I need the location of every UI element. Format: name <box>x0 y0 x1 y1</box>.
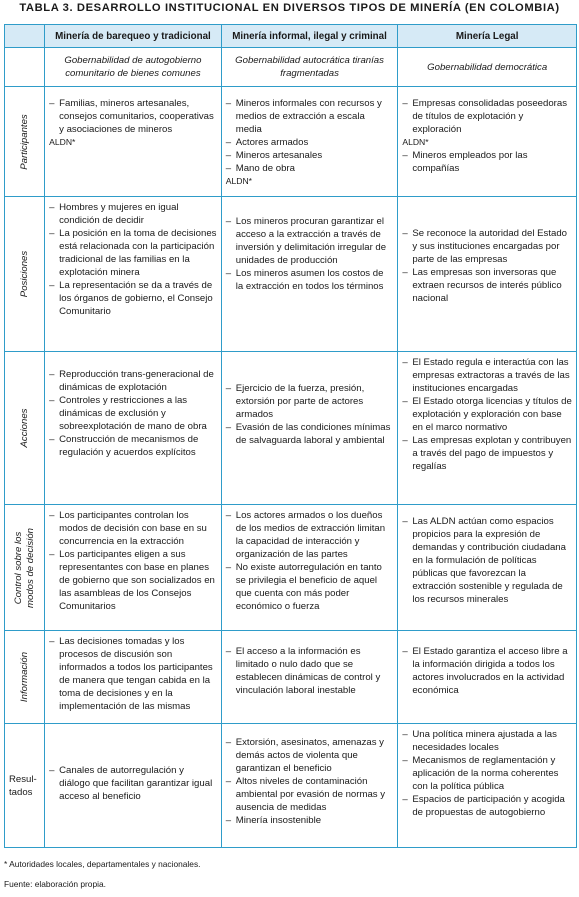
governance-empty <box>5 48 45 87</box>
list-item: – Mineros informales con recursos y medios de extracción a escala media <box>236 97 394 136</box>
list-item: – Mano de obra <box>236 162 394 175</box>
row-label: Acciones <box>5 352 45 505</box>
governance-row <box>5 48 577 87</box>
header-informal: Minería informal, ilegal y criminal <box>221 25 398 48</box>
list-item: – Las decisiones tomadas y los procesos de discusión son informados a todos los participantes de manera que tengan cabida en la toma de decisiones y en la implementación de las mismas <box>59 635 217 713</box>
list-item: – Construcción de mecanismos de regulación y acuerdos explícitos <box>59 433 217 459</box>
list-item: – Ejercicio de la fuerza, presión, extorsión por parte de actores armados <box>236 382 394 421</box>
list-item: – Minería insostenible <box>236 814 394 827</box>
cell <box>45 724 222 848</box>
row-participantes <box>5 87 577 197</box>
mining-table <box>4 24 577 848</box>
list-item: – Las ALDN actúan como espacios propicios para la expresión de demandas y contribución ciudadana en la formulación de políticas públicas que favorezcan la extracción sostenible y regulada de los recursos minerales <box>412 515 572 606</box>
table-title: TABLA 3. DESARROLLO INSTITUCIONAL EN DIVERSOS TIPOS DE MINERÍA (EN COLOMBIA) <box>19 2 560 14</box>
cell <box>221 631 398 724</box>
list-item: – El Estado otorga licencias y títulos de explotación y exploración con base en el marco normativo <box>412 395 572 434</box>
cell <box>398 352 577 505</box>
row-control <box>5 505 577 631</box>
list-item: – Se reconoce la autoridad del Estado y sus instituciones encargadas por parte de las empresas <box>412 227 572 266</box>
row-posiciones <box>5 197 577 352</box>
list-item: – El acceso a la información es limitado o nulo dado que se establecen dinámicas de control y vinculación laboral inestable <box>236 645 394 697</box>
list-item: – Actores armados <box>236 136 394 149</box>
aldn-note: ALDN* <box>225 176 253 186</box>
cell <box>45 505 222 631</box>
list-item: – La posición en la toma de decisiones está relacionada con la participación tradicional de las familias en la explotación minera <box>59 227 217 279</box>
list-item: – Las empresas son inversoras que extraen recursos de interés público nacional <box>412 266 572 305</box>
list-item: – Los mineros asumen los costos de la extracción en todos los términos <box>236 267 394 293</box>
governance-legal: Gobernabilidad democrática <box>398 48 577 87</box>
list-item: – Reproducción trans-generacional de dinámicas de explotación <box>59 368 217 394</box>
list-item: – Controles y restricciones a las dinámicas de exclusión y sobreexplotación de mano de obra <box>59 394 217 433</box>
row-label: Posiciones <box>5 197 45 352</box>
cell <box>398 197 577 352</box>
list-item: – Una política minera ajustada a las necesidades locales <box>412 728 572 754</box>
list-item: – Familias, mineros artesanales, consejos comunitarios, cooperativas y asociaciones de mineros <box>59 97 217 136</box>
aldn-note: ALDN* <box>49 137 76 147</box>
row-label: Control sobre los modos de decisión <box>5 505 45 631</box>
cell <box>221 87 398 197</box>
header-row <box>5 25 577 48</box>
list-item: – Extorsión, asesinatos, amenazas y demás actos de violenta que garantizan el beneficio <box>236 736 394 775</box>
cell <box>221 724 398 848</box>
list-item: – La representación se da a través de los órganos de gobierno, el Consejo Comunitario <box>59 279 217 318</box>
cell <box>45 87 222 197</box>
cell <box>398 505 577 631</box>
list-item: – No existe autorregulación en tanto se privilegia el beneficio de aquel que cuenta con más poder económico o fuerza <box>236 561 394 613</box>
list-item: – Mecanismos de reglamentación y aplicación de la norma coherentes con la política pública <box>412 754 572 793</box>
list-item: – Mineros empleados por las compañías <box>412 149 572 175</box>
cell <box>45 352 222 505</box>
source-note: Fuente: elaboración propia. <box>4 879 106 889</box>
list-item: – Las empresas explotan y contribuyen a través del pago de impuestos y regalías <box>412 434 572 473</box>
header-empty <box>5 25 45 48</box>
row-acciones <box>5 352 577 505</box>
aldn-note: ALDN* <box>402 137 429 147</box>
list-item: – Canales de autorregulación y diálogo que facilitan garantizar igual acceso al beneficio <box>59 764 217 803</box>
footnote: * Autoridades locales, departamentales y nacionales. <box>4 859 201 869</box>
cell <box>398 631 577 724</box>
row-informacion <box>5 631 577 724</box>
list-item: – Los participantes controlan los modos de decisión con base en su concurrencia en la extracción <box>59 509 217 548</box>
cell <box>45 197 222 352</box>
row-resultados <box>5 724 577 848</box>
list-item: – Los actores armados o los dueños de los medios de extracción limitan la capacidad de interacción y organización de las partes <box>236 509 394 561</box>
cell <box>398 724 577 848</box>
header-legal: Minería Legal <box>398 25 577 48</box>
list-item: – Mineros artesanales <box>236 149 394 162</box>
header-traditional: Minería de barequeo y tradicional <box>45 25 222 48</box>
list-item: – Evasión de las condiciones mínimas de salvaguarda laboral y ambiental <box>236 421 394 447</box>
governance-traditional: Gobernabilidad de autogobierno comunitario de bienes comunes <box>45 48 222 87</box>
list-item: – El Estado garantiza el acceso libre a la información dirigida a todos los actores involucrados en la actividad económica <box>412 645 572 697</box>
row-label: Información <box>5 631 45 724</box>
governance-informal: Gobernabilidad autocrática tiranías fragmentadas <box>221 48 398 87</box>
row-label: Resul- tados <box>5 724 45 848</box>
cell <box>221 505 398 631</box>
cell <box>45 631 222 724</box>
list-item: – Hombres y mujeres en igual condición de decidir <box>59 201 217 227</box>
cell <box>221 352 398 505</box>
list-item: – Los participantes eligen a sus representantes con base en planes de gobierno que son socializados en las asambleas de los Consejos Comunitarios <box>59 548 217 613</box>
list-item: – Empresas consolidadas poseedoras de títulos de explotación y exploración <box>412 97 572 136</box>
cell <box>398 87 577 197</box>
list-item: – El Estado regula e interactúa con las empresas extractoras a través de las instituciones encargadas <box>412 356 572 395</box>
row-label: Participantes <box>5 87 45 197</box>
cell <box>221 197 398 352</box>
list-item: – Los mineros procuran garantizar el acceso a la extracción a través de inversión y delimitación irregular de unidades de producción <box>236 215 394 267</box>
list-item: – Espacios de participación y acogida de propuestas de autogobierno <box>412 793 572 819</box>
list-item: – Altos niveles de contaminación ambiental por evasión de normas y ausencia de medidas <box>236 775 394 814</box>
